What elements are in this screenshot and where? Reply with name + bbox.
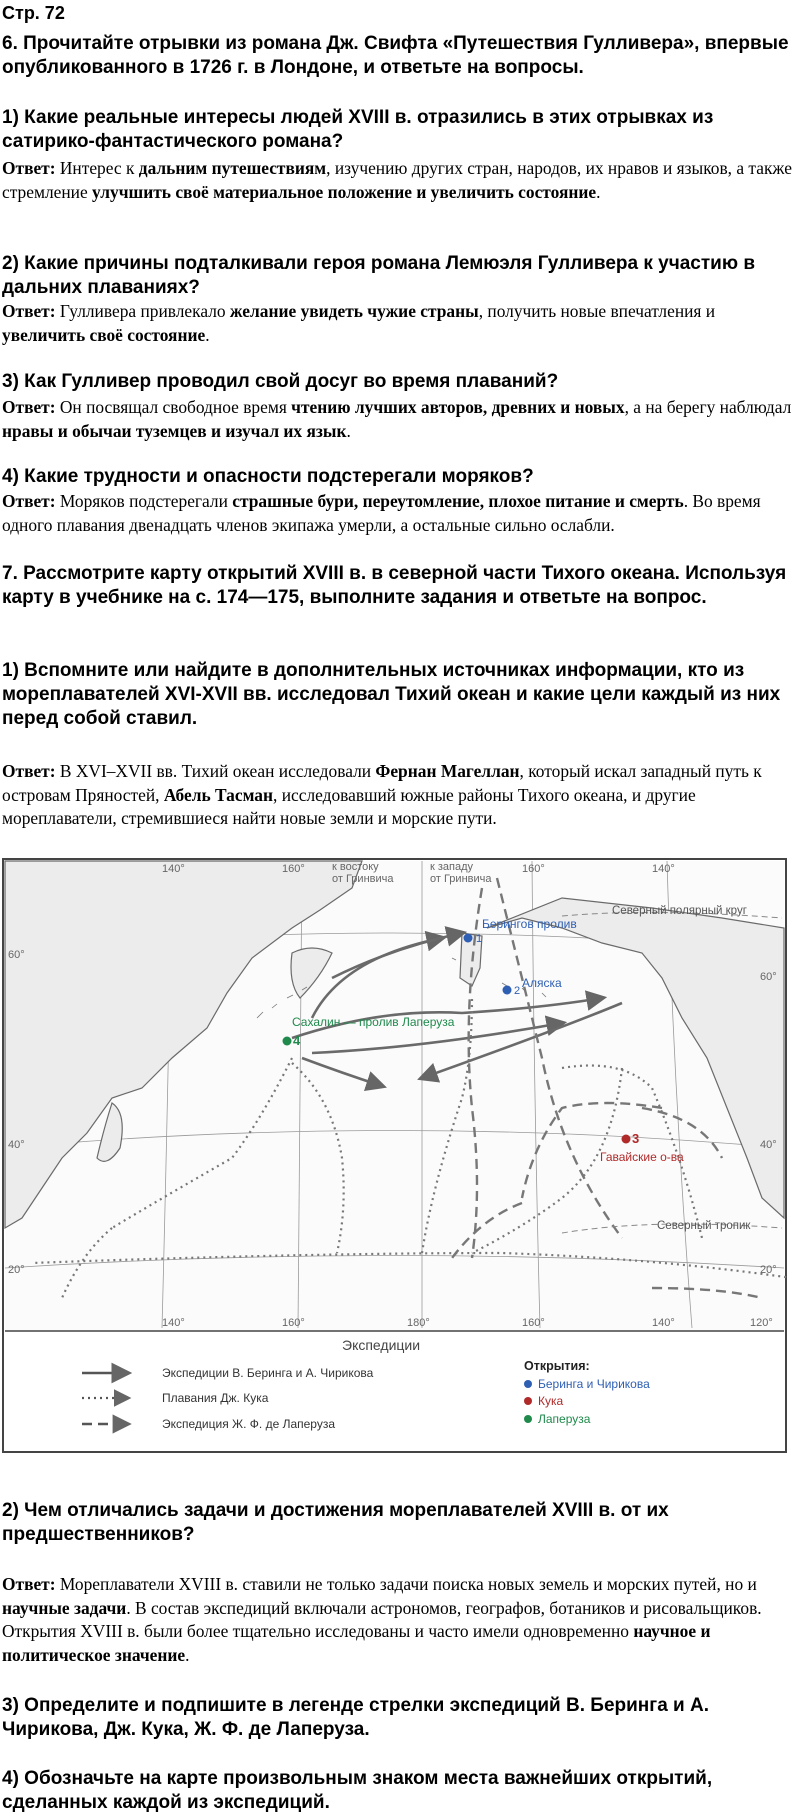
answer-highlight: дальним путешествиям	[138, 158, 327, 178]
answer-text: , который искал западный путь к островам Пряностей,	[2, 761, 762, 805]
answer-text: .	[205, 324, 210, 345]
lon-top-0: 140°	[162, 863, 185, 875]
marker-num-1: 1	[476, 933, 483, 945]
lon-top-4: к западу	[430, 861, 474, 873]
page-number: Стр. 72	[2, 3, 65, 23]
lon-top-1: 160°	[282, 863, 305, 875]
answer-text: , изучению других стран, народов, их нравов и языков, а также стремление	[2, 158, 792, 202]
legend-dot-bering	[524, 1380, 532, 1388]
marker-dot-1	[464, 934, 473, 943]
answer-text: Гулливера привлекало	[59, 301, 230, 321]
lat-left-0: 60°	[8, 949, 25, 961]
marker-dot-2	[503, 986, 512, 995]
legend-discoveries-title: Открытия:	[524, 1359, 590, 1373]
legend-label-bering: Экспедиции В. Беринга и А. Чирикова	[162, 1366, 374, 1380]
lon-bottom-0: 140°	[162, 1317, 185, 1329]
task-7-title: 7. Рассмотрите карту открытий XVIII в. в северной части Тихого океана. Используя карту в учебнике на с. 174—175, выполните задания и ответьте на вопрос.	[2, 563, 787, 608]
answer-text: . В состав экспедиций включали астрономов, географов, ботаников и рисовальщиков. Открытия XVIII в. были более тщательно исследованы и часто имели одновременно	[2, 1597, 762, 1641]
legend-dot-laperouse	[524, 1415, 532, 1423]
answer-text: , получить новые впечатления и	[478, 301, 716, 321]
task-6-title: 6. Прочитайте отрывки из романа Дж. Свифта «Путешествия Гулливера», впервые опубликованного в 1726 г. в Лондоне, и ответьте на вопросы.	[2, 33, 789, 78]
lon-bottom-4: 140°	[652, 1317, 675, 1329]
legend-title: Экспедиции	[342, 1337, 421, 1353]
answer-label: Ответ:	[2, 491, 60, 511]
answer-highlight: Абель Тасман	[163, 784, 274, 805]
task-7-question-2: 2) Чем отличались задачи и достижения мореплавателей XVIII в. от их предшественников?	[2, 1500, 669, 1545]
marker-label-3: Гавайские о-ва	[600, 1150, 684, 1164]
legend-label-laperouse: Экспедиция Ж. Ф. де Лаперуза	[162, 1417, 336, 1431]
answer-label: Ответ:	[2, 1574, 60, 1594]
answer-text: .	[596, 181, 601, 202]
lon-top-7: 140°	[652, 863, 675, 875]
marker-label-2: Аляска	[522, 976, 562, 990]
answer-label: Ответ:	[2, 397, 60, 417]
task-6-answer-4	[2, 490, 797, 537]
lat-right-2: 20°	[760, 1264, 777, 1276]
answer-highlight: чтению лучших авторов, древних и новых	[291, 397, 625, 417]
lat-left-1: 40°	[8, 1139, 25, 1151]
task-6-question-1: 1) Какие реальные интересы людей XVIII в. отразились в этих отрывках из сатирико-фантастического романа?	[2, 107, 714, 152]
expeditions-map	[2, 858, 787, 1453]
lon-top-3: от Гринвича	[332, 873, 394, 885]
legend-dot-cook	[524, 1397, 532, 1405]
marker-num-3: 3	[632, 1131, 640, 1146]
answer-text: Моряков подстерегали	[59, 491, 233, 511]
answer-highlight: нравы и обычаи туземцев и изучал их язык	[2, 420, 347, 441]
marker-dot-4	[283, 1037, 292, 1046]
answer-highlight: научные задачи	[2, 1597, 127, 1618]
lon-bottom-2: 180°	[407, 1317, 430, 1329]
answer-text: .	[346, 420, 351, 441]
answer-text: , а на берегу наблюдал	[624, 397, 792, 417]
answer-text: В XVI–XVII вв. Тихий океан исследовали	[59, 761, 376, 781]
arctic-circle-label: Северный полярный круг	[612, 905, 747, 917]
task-7-answer-1	[2, 760, 797, 831]
answer-text: Он посвящал свободное время	[59, 397, 292, 417]
answer-highlight: научное и политическое значение	[2, 1621, 711, 1665]
lon-top-5: от Гринвича	[430, 873, 492, 885]
tropic-label: Северный тропик	[657, 1220, 751, 1232]
answer-text: , исследовавший южные районы Тихого океана, и другие мореплаватели, стремившиеся найти новые земли и морские пути.	[2, 784, 696, 828]
task-6-answer-3	[2, 396, 797, 443]
answer-text: Интерес к	[59, 158, 139, 178]
lon-bottom-1: 160°	[282, 1317, 305, 1329]
answer-highlight: Фернан Магеллан	[375, 761, 520, 781]
marker-num-4: 4	[293, 1033, 301, 1048]
task-6-question-4: 4) Какие трудности и опасности подстерегали моряков?	[2, 466, 534, 487]
legend-label-cook: Плавания Дж. Кука	[162, 1391, 269, 1405]
task-7-question-4: 4) Обозначьте на карте произвольным знаком места важнейших открытий, сделанных каждой из экспедиций.	[2, 1768, 713, 1813]
answer-highlight: улучшить своё материальное положение и увеличить состояние	[92, 181, 597, 202]
answer-label: Ответ:	[2, 158, 60, 178]
answer-label: Ответ:	[2, 761, 60, 781]
lon-bottom-3: 160°	[522, 1317, 545, 1329]
task-6-answer-1	[2, 157, 797, 204]
lat-left-2: 20°	[8, 1264, 25, 1276]
legend-disc-bering: Беринга и Чирикова	[538, 1377, 650, 1391]
task-6-answer-2	[2, 300, 797, 347]
lon-top-6: 160°	[522, 863, 545, 875]
marker-num-2: 2	[514, 985, 521, 997]
task-7-question-3: 3) Определите и подпишите в легенде стрелки экспедиций В. Беринга и А. Чирикова, Дж. Кука, Ж. Ф. де Лаперуза.	[2, 1695, 709, 1740]
answer-text: Мореплаватели XVIII в. ставили не только задачи поиска новых земель и морских путей, но и	[59, 1574, 757, 1594]
lat-right-1: 40°	[760, 1139, 777, 1151]
lat-right-0: 60°	[760, 971, 777, 983]
answer-text: . Во время одного плавания двенадцать членов экипажа умерли, а остальные сильно ослабли.	[2, 491, 761, 535]
lon-bottom-5: 120°	[750, 1317, 773, 1329]
task-7-answer-2	[2, 1573, 797, 1667]
lon-top-2: к востоку	[332, 861, 379, 873]
answer-highlight: желание увидеть чужие страны	[229, 301, 479, 321]
marker-dot-3	[622, 1135, 631, 1144]
marker-label-1: Берингов пролив	[482, 917, 577, 931]
task-6-question-2: 2) Какие причины подталкивали героя романа Лемюэля Гулливера к участию в дальних плаваниях?	[2, 253, 756, 298]
answer-label: Ответ:	[2, 301, 60, 321]
answer-text: .	[185, 1644, 190, 1665]
marker-label-4: Сахалин — пролив Лаперуза	[292, 1015, 455, 1029]
answer-highlight: увеличить своё состояние	[2, 324, 206, 345]
task-7-question-1: 1) Вспомните или найдите в дополнительных источниках информации, кто из мореплавателей XVI-XVII вв. исследовал Тихий океан и какие цели каждый из них перед собой ставил.	[2, 660, 781, 729]
legend-disc-cook: Кука	[538, 1394, 564, 1408]
task-6-question-3: 3) Как Гулливер проводил свой досуг во время плаваний?	[2, 371, 559, 392]
legend-disc-laperouse: Лаперуза	[538, 1412, 591, 1426]
answer-highlight: страшные бури, переутомление, плохое питание и смерть	[232, 491, 684, 511]
